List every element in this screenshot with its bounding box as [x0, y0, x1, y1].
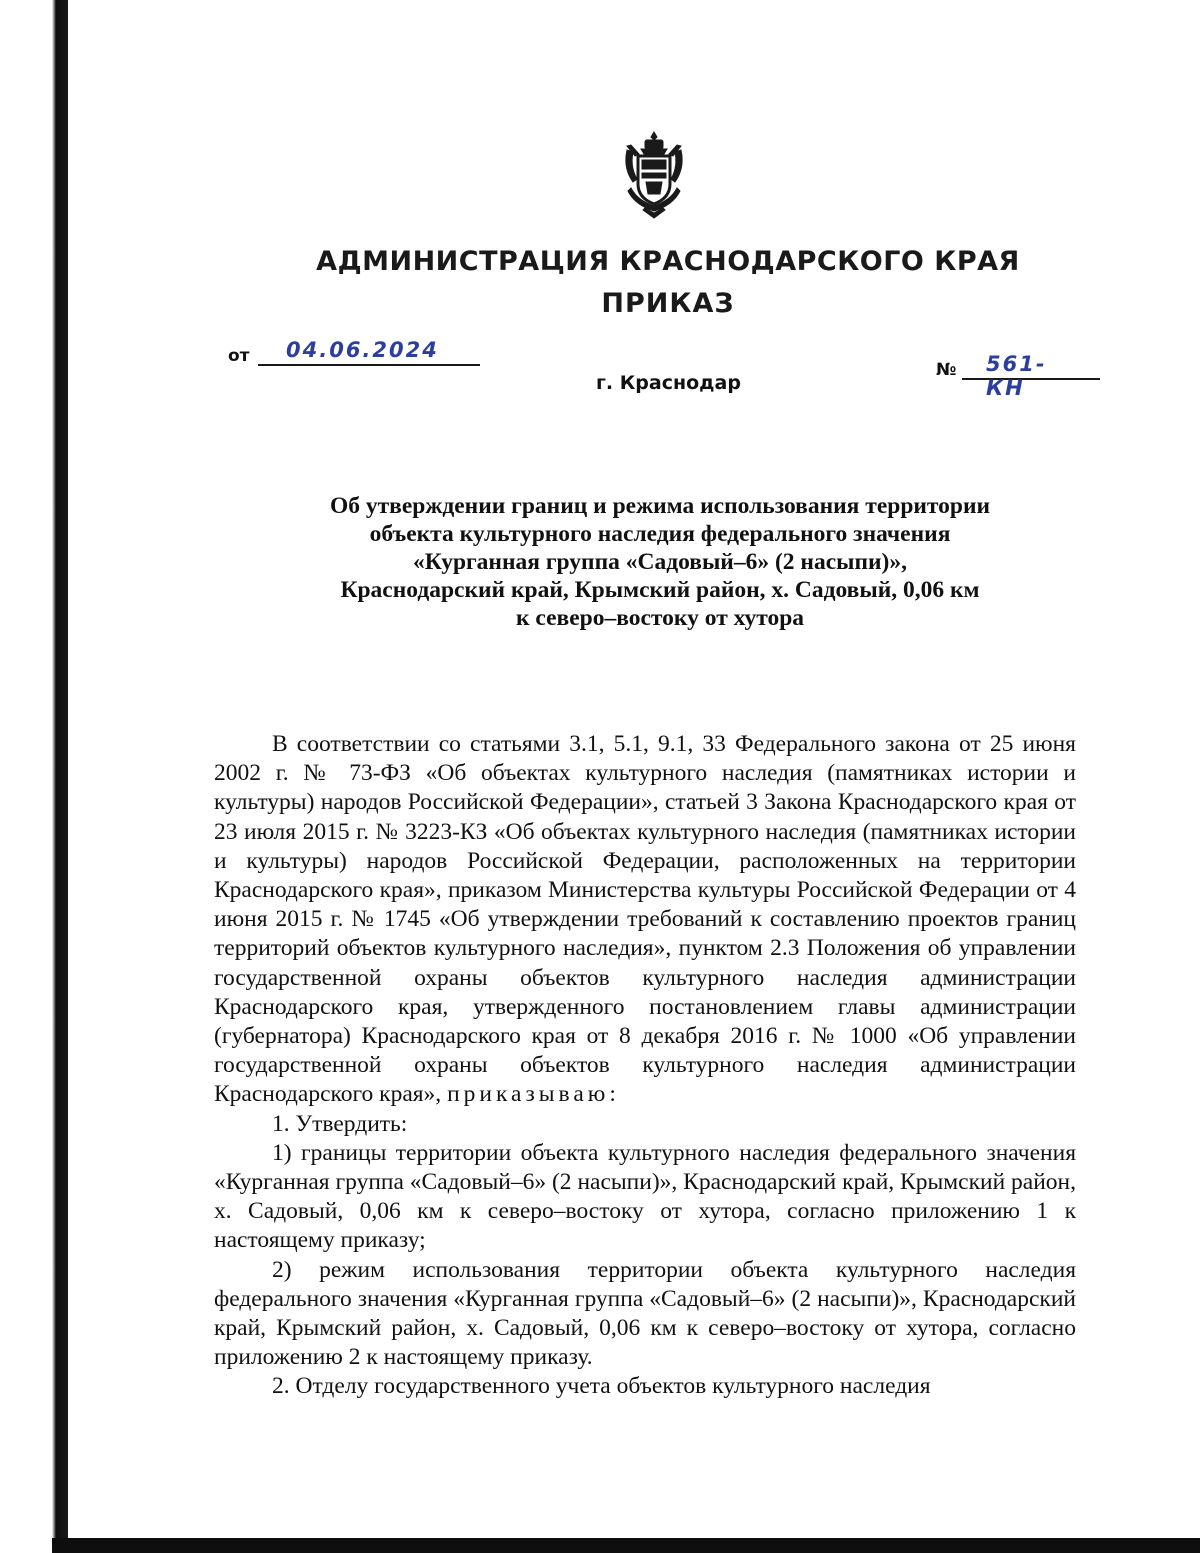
scan-edge-bottom — [52, 1538, 1200, 1553]
number-label: № — [936, 360, 957, 380]
item-1-2: 2) режим использования территории объекта культурного наследия федерального значения «Курганная группа «Садовый–6» (2 насыпи)», Краснодарский край, Крымский район, х. Садовый, 0,06 км к северо–востоку от хутора, согласно приложению 2 к настоящему приказу. — [214, 1256, 1076, 1371]
item-2: 2. Отделу государственного учета объектов культурного наследия — [272, 1373, 931, 1400]
date-handwritten: 04.06.2024 — [286, 338, 439, 362]
order-verb: приказываю — [447, 1081, 610, 1108]
item-1: 1. Утвердить: — [272, 1110, 408, 1137]
scan-edge-left — [0, 0, 68, 1553]
order-body — [214, 730, 1076, 1402]
organization-name: АДМИНИСТРАЦИЯ КРАСНОДАРСКОГО КРАЯ — [316, 246, 1020, 277]
preamble-end: : — [609, 1081, 616, 1108]
preamble-text: В соответствии со статьями 3.1, 5.1, 9.1, 33 Федерального закона от 25 июня 2002 г. № 73-ФЗ «Об объектах культурного наследия (памятниках истории и культуры) народов Российской Федерации», статьей 3 Закона Краснодарского края от 23 июля 2015 г. № 3223-КЗ «Об объектах культурного наследия (памятниках истории и культуры) народов Российской Федерации, расположенных на территории Краснодарского края», приказом Министерства культуры Российской Федерации от 4 июня 2015 г. № 1745 «Об утверждении требований к составлению проектов границ территорий объектов культурного наследия», пунктом 2.3 Положения об управлении государственной охраны объектов культурного наследия администрации Краснодарского края, утвержденного постановлением главы администрации (губернатора) Краснодарского края от 8 декабря 2016 г. № 1000 «Об управлении государственной охраны объектов культурного наследия администрации Краснодарского края», — [214, 731, 1076, 1108]
title-line: объекта культурного наследия федерального значения — [369, 521, 951, 547]
title-line: к северо–востоку от хутора — [515, 605, 805, 631]
item-1-1: 1) границы территории объекта культурного наследия федерального значения «Курганная группа «Садовый–6» (2 насыпи)», Краснодарский край, Крымский район, х. Садовый, 0,06 км к северо–востоку от хутора, согласно приложению 1 к настоящему приказу; — [214, 1139, 1076, 1254]
title-line: Краснодарский край, Крымский район, х. Садовый, 0,06 км — [340, 577, 980, 603]
date-underline — [258, 364, 480, 366]
document-type: ПРИКАЗ — [601, 288, 735, 319]
title-line: «Курганная группа «Садовый–6» (2 насыпи)», — [412, 549, 908, 575]
number-handwritten: 561-КН — [986, 352, 1047, 400]
coat-of-arms-icon — [621, 130, 687, 220]
title-line: Об утверждении границ и режима использования территории — [329, 493, 991, 519]
city-label: г. Краснодар — [596, 372, 741, 394]
order-title — [250, 492, 1070, 632]
preamble-paragraph — [214, 730, 1076, 1110]
date-label: от — [228, 346, 250, 366]
